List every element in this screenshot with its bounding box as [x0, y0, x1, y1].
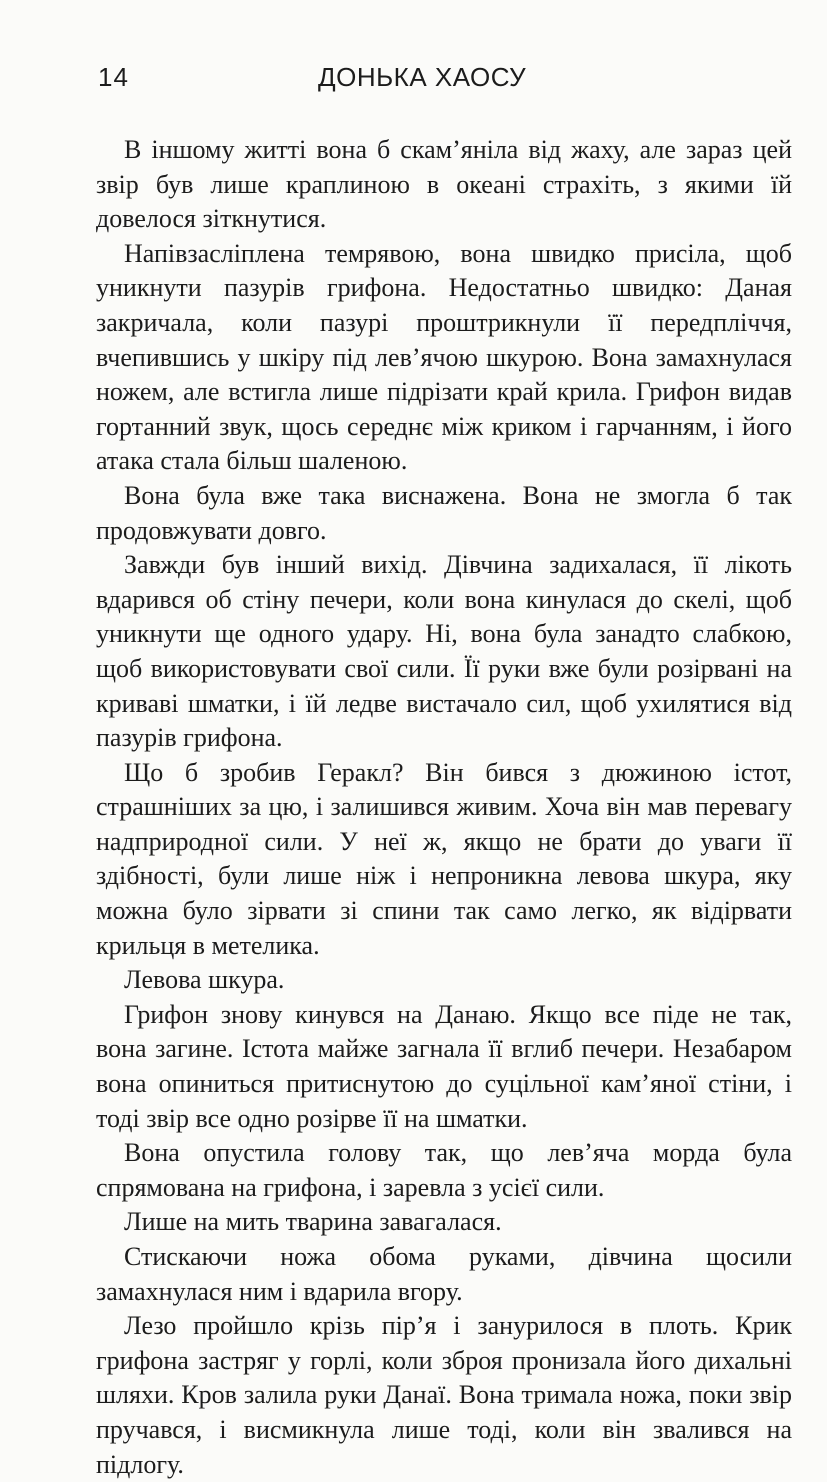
paragraph: Що б зробив Геракл? Він бився з дюжиною істот, страшніших за цю, і залишився живим. Хоча він мав перевагу надприродної сили. У неї ж, якщо не брати до уваги її здібності, були лише ніж і непроникна левова шкура, яку можна було зірвати зі спини так само легко, як відірвати крильця в метелика.: [96, 757, 792, 960]
paragraph: Напівзасліплена темрявою, вона швидко присіла, щоб уникнути пазурів грифона. Недостатньо швидко: Даная закричала, коли пазурі проштрикнули її передпліччя, вчепившись у шкіру під лев’ячою шкурою. Вона замахнулася ножем, але встигла лише підрізати край крила. Грифон видав гортанний звук, щось середнє між криком і гарчанням, і його атака стала більш шаленою.: [96, 238, 792, 476]
paragraph: Завжди був інший вихід. Дівчина задихалася, її лікоть вдарився об стіну печери, коли вона кинулася до скелі, щоб уникнути ще одного удару. Ні, вона була занадто слабкою, щоб використовувати свої сили. Її руки вже були розірвані на криваві шматки, і їй ледве вистачало сил, щоб ухилятися від пазурів грифона.: [96, 550, 792, 753]
running-title: ДОНЬКА ХАОСУ: [318, 62, 527, 92]
paragraph: Вона опустила голову так, що лев’яча морда була спрямована на грифона, і заревла з усієї сили.: [96, 1138, 792, 1202]
page-number: 14: [98, 62, 129, 92]
paragraph: Лише на мить тварина завагалася.: [124, 1207, 502, 1237]
paragraph: В іншому житті вона б скам’яніла від жаху, але зараз цей звір був лише краплиною в океані страхіть, з якими їй довелося зіткнутися.: [96, 135, 792, 234]
paragraph: Лезо пройшло крізь пір’я і занурилося в плоть. Крик грифона застряг у горлі, коли зброя пронизала його дихальні шляхи. Кров залила руки Данаї. Вона тримала ножа, поки звір пручався, і висмикнула лише тоді, коли він звалився на підлогу.: [96, 1311, 792, 1479]
paragraph: Вона була вже така виснажена. Вона не змогла б так продовжувати довго.: [96, 480, 792, 545]
paragraph: Левова шкура.: [124, 965, 285, 995]
paragraph: Грифон знову кинувся на Данаю. Якщо все піде не так, вона загине. Істота майже загнала її вглиб печери. Незабаром вона опиниться притиснутою до суцільної кам’яної стіни, і тоді звір все одно розірве її на шматки.: [96, 999, 792, 1133]
paragraph: Стискаючи ножа обома руками, дівчина щосили замахнулася ним і вдарила вгору.: [96, 1242, 792, 1306]
